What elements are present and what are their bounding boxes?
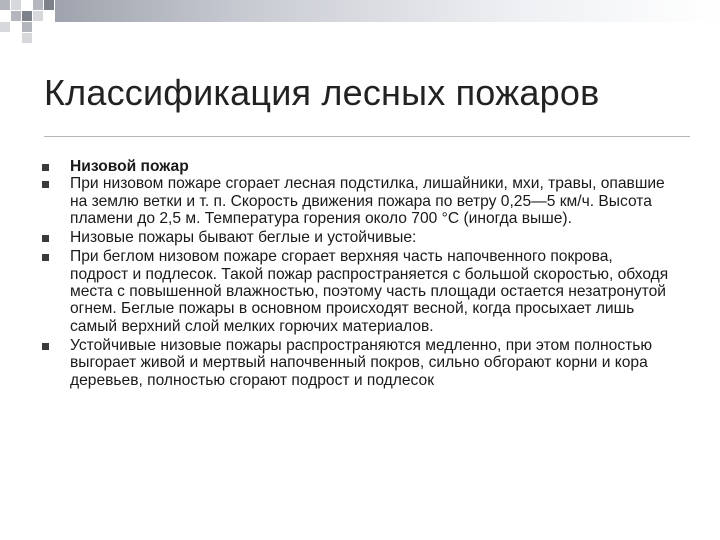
bullet-text: При беглом низовом пожаре сгорает верхняя часть напочвенного покрова, подрост и подлесок. Такой пожар распространяется с большой скоростью, обходя места с повышенной влажностью, поэтому часть площади остается незатронутой огнем. Беглые пожары в основном происходят весной, когда просыхает лишь самый верхний слой мелких горючих материалов.	[70, 248, 669, 335]
decor-square	[33, 0, 43, 10]
bullet-item	[0, 175, 720, 227]
bullet-item	[0, 248, 720, 334]
bullet-item	[0, 158, 720, 175]
square-bullet-icon	[42, 254, 49, 261]
bullet-item	[0, 337, 720, 389]
decor-square	[11, 11, 21, 21]
square-bullet-icon	[42, 181, 49, 188]
header-gradient-strip	[55, 0, 720, 22]
square-bullet-icon	[42, 164, 49, 171]
bullet-text: Низовые пожары бывают беглые и устойчивые:	[70, 229, 417, 247]
decor-square	[44, 0, 54, 10]
decor-square	[22, 11, 32, 21]
header-decoration	[0, 0, 720, 40]
bullet-item	[0, 229, 720, 246]
decor-square	[33, 11, 43, 21]
square-bullet-icon	[42, 235, 49, 242]
bullet-text: При низовом пожаре сгорает лесная подстилка, лишайники, мхи, травы, опавшие на землю ветки и т. п. Скорость движения пожара по ветру 0,25—5 км/ч. Высота пламени до 2,5 м. Температура горения около 700 °С (иногда выше).	[70, 175, 665, 227]
decor-square	[22, 33, 32, 43]
decor-square	[0, 0, 10, 10]
decor-square	[11, 22, 21, 32]
slide-title: Классификация лесных пожаров	[44, 72, 600, 113]
decor-square	[22, 22, 32, 32]
decor-square	[22, 0, 32, 10]
bullet-heading: Низовой пожар	[70, 158, 189, 175]
bullet-list	[0, 158, 720, 389]
bullet-text: Устойчивые низовые пожары распространяются медленно, при этом полностью выгорает живой и мертвый напочвенный покров, сильно обгорают корни и кора деревьев, полностью сгорают подрост и подлесок	[70, 336, 653, 389]
decor-square	[11, 0, 21, 10]
decor-square	[0, 22, 10, 32]
title-divider	[44, 136, 690, 137]
square-bullet-icon	[42, 343, 49, 350]
header-gap	[55, 22, 720, 32]
